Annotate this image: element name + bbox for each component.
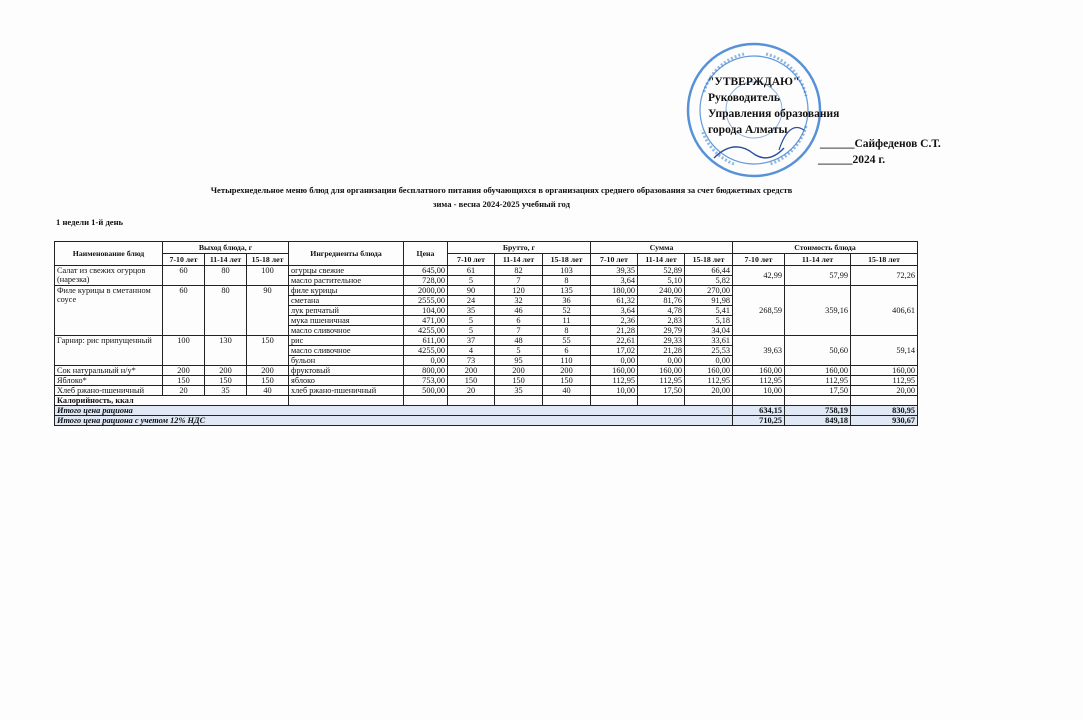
dish-yield: 100 xyxy=(247,266,289,286)
ingredient-gross: 73 xyxy=(448,356,495,366)
ingredient-sum: 5,41 xyxy=(685,306,733,316)
dish-yield: 60 xyxy=(163,286,205,336)
ingredient-gross: 35 xyxy=(495,386,543,396)
total-vat-label: Итого цена рациона с учетом 12% НДС xyxy=(55,416,733,426)
ingredient-gross: 7 xyxy=(495,276,543,286)
ingredient-price: 2000,00 xyxy=(404,286,448,296)
ingredient-sum: 270,00 xyxy=(685,286,733,296)
ingredient-gross: 4 xyxy=(448,346,495,356)
ingredient-sum: 29,79 xyxy=(638,326,685,336)
total-row xyxy=(55,406,918,416)
ingredient-gross: 52 xyxy=(543,306,591,316)
ingredient-gross: 37 xyxy=(448,336,495,346)
ingredient-sum: 3,64 xyxy=(591,276,638,286)
total-vat-value: 849,18 xyxy=(785,416,851,426)
ingredient-gross: 5 xyxy=(495,346,543,356)
ingredient-sum: 61,32 xyxy=(591,296,638,306)
ingredient-name: филе курицы xyxy=(289,286,404,296)
dish-cost: 359,16 xyxy=(785,286,851,336)
header-cost: Стоимость блюда xyxy=(733,242,918,254)
ingredient-price: 800,00 xyxy=(404,366,448,376)
dish-cost: 112,95 xyxy=(785,376,851,386)
ingredient-gross: 32 xyxy=(495,296,543,306)
dish-yield: 80 xyxy=(205,286,247,336)
menu-table xyxy=(54,241,918,426)
ingredient-sum: 112,95 xyxy=(638,376,685,386)
header-age: 15-18 лет xyxy=(247,254,289,266)
ingredient-sum: 3,64 xyxy=(591,306,638,316)
ingredient-price: 4255,00 xyxy=(404,346,448,356)
dish-yield: 40 xyxy=(247,386,289,396)
ingredient-price: 4255,00 xyxy=(404,326,448,336)
ingredient-row xyxy=(55,386,918,396)
dish-name: Салат из свежих огурцов (нарезка) xyxy=(55,266,163,286)
ingredient-sum: 0,00 xyxy=(638,356,685,366)
calories-label: Калорийность, ккал xyxy=(55,396,289,406)
title-line-1: Четырехнедельное меню блюд для организации бесплатного питания обучающихся в организациях среднего образования за счет бюджетных средств xyxy=(210,185,793,195)
ingredient-sum: 112,95 xyxy=(591,376,638,386)
header-age: 15-18 лет xyxy=(685,254,733,266)
ingredient-row xyxy=(55,366,918,376)
dish-yield: 150 xyxy=(247,336,289,366)
dish-cost: 406,61 xyxy=(851,286,918,336)
dish-cost: 160,00 xyxy=(785,366,851,376)
ingredient-sum: 20,00 xyxy=(685,386,733,396)
ingredient-sum: 17,50 xyxy=(638,386,685,396)
ingredient-gross: 135 xyxy=(543,286,591,296)
document-title xyxy=(0,183,1003,211)
dish-cost: 112,95 xyxy=(733,376,785,386)
ingredient-sum: 2,36 xyxy=(591,316,638,326)
ingredient-gross: 150 xyxy=(543,376,591,386)
header-dish: Наименование блюд xyxy=(55,242,163,266)
menu-table-body xyxy=(55,266,918,396)
ingredient-sum: 0,00 xyxy=(591,356,638,366)
approval-position: Руководитель xyxy=(708,92,780,104)
total-label: Итого цена рациона xyxy=(55,406,733,416)
dish-cost: 112,95 xyxy=(851,376,918,386)
total-vat-row xyxy=(55,416,918,426)
dish-yield: 200 xyxy=(205,366,247,376)
dish-cost: 39,63 xyxy=(733,336,785,366)
dish-cost: 59,14 xyxy=(851,336,918,366)
dish-yield: 200 xyxy=(163,366,205,376)
dish-cost: 17,50 xyxy=(785,386,851,396)
header-age: 15-18 лет xyxy=(543,254,591,266)
ingredient-sum: 21,28 xyxy=(638,346,685,356)
ingredient-gross: 46 xyxy=(495,306,543,316)
ingredient-gross: 24 xyxy=(448,296,495,306)
ingredient-sum: 4,78 xyxy=(638,306,685,316)
dish-yield: 130 xyxy=(205,336,247,366)
ingredient-name: масло растительное xyxy=(289,276,404,286)
ingredient-sum: 66,44 xyxy=(685,266,733,276)
dish-yield: 200 xyxy=(247,366,289,376)
dish-cost: 72,26 xyxy=(851,266,918,286)
ingredient-name: яблоко xyxy=(289,376,404,386)
header-age: 7-10 лет xyxy=(591,254,638,266)
ingredient-gross: 6 xyxy=(495,316,543,326)
ingredient-sum: 52,89 xyxy=(638,266,685,276)
ingredient-name: бульон xyxy=(289,356,404,366)
total-vat-value: 710,25 xyxy=(733,416,785,426)
ingredient-name: лук репчатый xyxy=(289,306,404,316)
approval-city: города Алматы xyxy=(708,124,788,136)
dish-name: Филе курицы в сметанном соусе xyxy=(55,286,163,336)
total-vat-value: 930,67 xyxy=(851,416,918,426)
dish-yield: 100 xyxy=(163,336,205,366)
ingredient-price: 728,00 xyxy=(404,276,448,286)
total-value: 830,95 xyxy=(851,406,918,416)
ingredient-name: рис xyxy=(289,336,404,346)
ingredient-sum: 33,61 xyxy=(685,336,733,346)
ingredient-sum: 34,04 xyxy=(685,326,733,336)
header-sum: Сумма xyxy=(591,242,733,254)
dish-name: Сок натуральный н/у* xyxy=(55,366,163,376)
dish-cost: 160,00 xyxy=(733,366,785,376)
ingredient-gross: 7 xyxy=(495,326,543,336)
ingredient-gross: 40 xyxy=(543,386,591,396)
ingredient-sum: 160,00 xyxy=(591,366,638,376)
ingredient-sum: 29,33 xyxy=(638,336,685,346)
dish-yield: 90 xyxy=(247,286,289,336)
ingredient-sum: 17,02 xyxy=(591,346,638,356)
total-value: 634,15 xyxy=(733,406,785,416)
ingredient-gross: 8 xyxy=(543,326,591,336)
dish-name: Хлеб ржано-пшеничный xyxy=(55,386,163,396)
ingredient-name: фруктовый xyxy=(289,366,404,376)
ingredient-sum: 81,76 xyxy=(638,296,685,306)
ingredient-gross: 90 xyxy=(448,286,495,296)
header-gross: Брутто, г xyxy=(448,242,591,254)
signature-block: ______Сайфеденов С.Т. ______2024 г. xyxy=(818,138,941,166)
ingredient-name: масло сливочное xyxy=(289,326,404,336)
ingredient-gross: 110 xyxy=(543,356,591,366)
ingredient-row xyxy=(55,376,918,386)
ingredient-gross: 120 xyxy=(495,286,543,296)
ingredient-gross: 150 xyxy=(448,376,495,386)
ingredient-gross: 20 xyxy=(448,386,495,396)
header-age: 11-14 лет xyxy=(205,254,247,266)
ingredient-gross: 103 xyxy=(543,266,591,276)
ingredient-gross: 5 xyxy=(448,326,495,336)
ingredient-sum: 25,53 xyxy=(685,346,733,356)
header-age: 7-10 лет xyxy=(733,254,785,266)
ingredient-row xyxy=(55,286,918,296)
approval-block xyxy=(708,74,839,138)
dish-yield: 150 xyxy=(205,376,247,386)
ingredient-gross: 200 xyxy=(543,366,591,376)
ingredient-row xyxy=(55,336,918,346)
ingredient-gross: 11 xyxy=(543,316,591,326)
header-price: Цена xyxy=(404,242,448,266)
ingredient-price: 611,00 xyxy=(404,336,448,346)
ingredient-gross: 35 xyxy=(448,306,495,316)
header-ingredients: Ингредиенты блюда xyxy=(289,242,404,266)
ingredient-sum: 180,00 xyxy=(591,286,638,296)
ingredient-sum: 160,00 xyxy=(685,366,733,376)
approval-department: Управления образования xyxy=(708,108,840,120)
header-yield: Выход блюда, г xyxy=(163,242,289,254)
dish-cost: 20,00 xyxy=(851,386,918,396)
calories-row xyxy=(55,396,918,406)
ingredient-price: 645,00 xyxy=(404,266,448,276)
dish-cost: 10,00 xyxy=(733,386,785,396)
dish-yield: 20 xyxy=(163,386,205,396)
ingredient-gross: 200 xyxy=(495,366,543,376)
ingredient-name: огурцы свежие xyxy=(289,266,404,276)
ingredient-sum: 39,35 xyxy=(591,266,638,276)
header-age: 7-10 лет xyxy=(163,254,205,266)
dish-cost: 50,60 xyxy=(785,336,851,366)
ingredient-gross: 5 xyxy=(448,316,495,326)
ingredient-price: 0,00 xyxy=(404,356,448,366)
header-age: 11-14 лет xyxy=(785,254,851,266)
ingredient-gross: 55 xyxy=(543,336,591,346)
dish-yield: 60 xyxy=(163,266,205,286)
ingredient-row xyxy=(55,266,918,276)
header-age: 15-18 лет xyxy=(851,254,918,266)
dish-yield: 150 xyxy=(163,376,205,386)
dish-cost: 57,99 xyxy=(785,266,851,286)
ingredient-sum: 0,00 xyxy=(685,356,733,366)
signer-name: Сайфеденов С.Т. xyxy=(854,138,941,150)
ingredient-sum: 5,10 xyxy=(638,276,685,286)
ingredient-sum: 10,00 xyxy=(591,386,638,396)
ingredient-gross: 82 xyxy=(495,266,543,276)
ingredient-name: сметана xyxy=(289,296,404,306)
ingredient-sum: 160,00 xyxy=(638,366,685,376)
approval-year: 2024 г. xyxy=(852,154,886,166)
ingredient-name: мука пшеничная xyxy=(289,316,404,326)
ingredient-sum: 5,18 xyxy=(685,316,733,326)
ingredient-gross: 61 xyxy=(448,266,495,276)
ingredient-sum: 2,83 xyxy=(638,316,685,326)
ingredient-price: 2555,00 xyxy=(404,296,448,306)
dish-name: Гарнир: рис припущенный xyxy=(55,336,163,366)
total-value: 758,19 xyxy=(785,406,851,416)
ingredient-name: масло сливочное xyxy=(289,346,404,356)
ingredient-name: хлеб ржано-пшеничный xyxy=(289,386,404,396)
header-age: 7-10 лет xyxy=(448,254,495,266)
dish-cost: 42,99 xyxy=(733,266,785,286)
ingredient-sum: 240,00 xyxy=(638,286,685,296)
ingredient-sum: 91,98 xyxy=(685,296,733,306)
ingredient-price: 104,00 xyxy=(404,306,448,316)
dish-cost: 160,00 xyxy=(851,366,918,376)
ingredient-gross: 95 xyxy=(495,356,543,366)
ingredient-gross: 8 xyxy=(543,276,591,286)
week-day-label: 1 недели 1-й день xyxy=(56,217,124,227)
ingredient-gross: 5 xyxy=(448,276,495,286)
ingredient-sum: 21,28 xyxy=(591,326,638,336)
title-line-2: зима - весна 2024-2025 учебный год xyxy=(433,199,570,209)
dish-cost: 268,59 xyxy=(733,286,785,336)
ingredient-gross: 150 xyxy=(495,376,543,386)
ingredient-gross: 48 xyxy=(495,336,543,346)
dish-yield: 80 xyxy=(205,266,247,286)
ingredient-gross: 200 xyxy=(448,366,495,376)
ingredient-sum: 5,82 xyxy=(685,276,733,286)
dish-yield: 150 xyxy=(247,376,289,386)
dish-name: Яблоко* xyxy=(55,376,163,386)
approval-label: "УТВЕРЖДАЮ" xyxy=(708,76,800,88)
ingredient-gross: 36 xyxy=(543,296,591,306)
ingredient-gross: 6 xyxy=(543,346,591,356)
ingredient-price: 500,00 xyxy=(404,386,448,396)
header-age: 11-14 лет xyxy=(495,254,543,266)
ingredient-price: 753,00 xyxy=(404,376,448,386)
header-age: 11-14 лет xyxy=(638,254,685,266)
ingredient-sum: 22,61 xyxy=(591,336,638,346)
ingredient-price: 471,00 xyxy=(404,316,448,326)
ingredient-sum: 112,95 xyxy=(685,376,733,386)
dish-yield: 35 xyxy=(205,386,247,396)
